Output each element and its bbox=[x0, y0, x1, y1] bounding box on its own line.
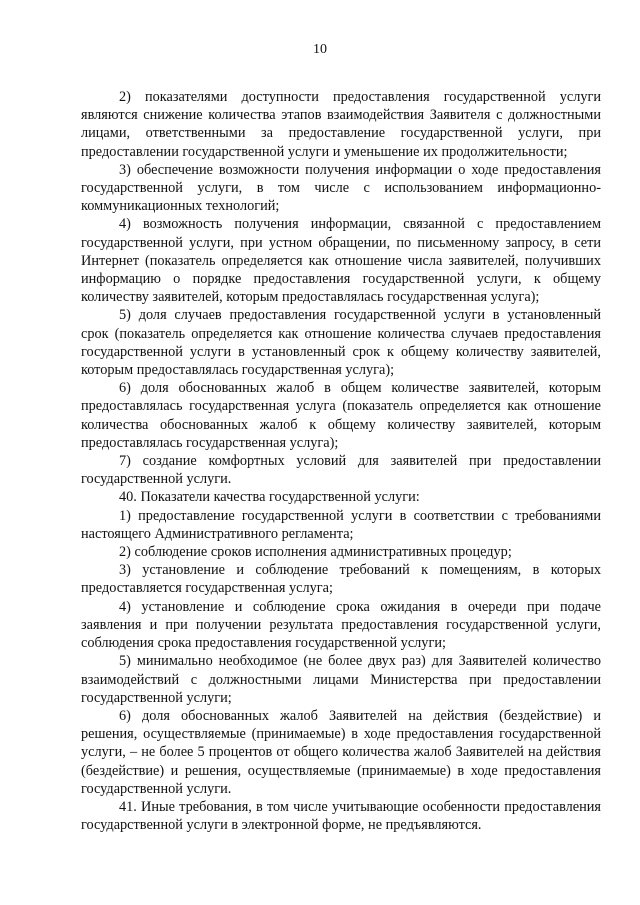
paragraph-accessibility-4: 4) возможность получения информации, связанной с предоставлением государственной услуги, при устном обращении, по письменному запросу, в сети Интернет (показатель определяется как отношение числа заявителей, получивших информацию о порядке предоставления государственной услуги, к общему количеству заявителей, которым предоставлялась государственная услуга); bbox=[81, 216, 601, 306]
page-number: 10 bbox=[313, 42, 327, 57]
section-40-heading: 40. Показатели качества государственной услуги: bbox=[119, 489, 420, 506]
paragraph-quality-2: 2) соблюдение сроков исполнения административных процедур; bbox=[119, 544, 512, 561]
paragraph-accessibility-3: 3) обеспечение возможности получения информации о ходе предоставления государственной услуги, в том числе с использованием информационно-коммуникационных технологий; bbox=[81, 161, 601, 215]
paragraph-quality-4: 4) установление и соблюдение срока ожидания в очереди при подаче заявления и при получении результата предоставления государственной услуги, соблюдения срока предоставления государственной услуги; bbox=[81, 598, 601, 652]
paragraph-quality-5: 5) минимально необходимое (не более двух раз) для Заявителей количество взаимодействий с должностными лицами Министерства при предоставлении государственной услуги; bbox=[81, 653, 601, 706]
paragraph-accessibility-2: 2) показателями доступности предоставления государственной услуги являются снижение количества этапов взаимодействия Заявителя с должностными лицами, ответственными за предоставление государственной услуги, при предоставлении государственной услуги и уменьшение их продолжительности; bbox=[81, 89, 601, 160]
paragraph-quality-6: 6) доля обоснованных жалоб Заявителей на действия (бездействие) и решения, осуществляемые (принимаемые) в ходе предоставления государственной услуги, – не более 5 процентов от общего количества жалоб Заявителей на действия (бездействие) и решения, осуществляемые (принимаемые) в ходе предоставления государственной услуги. bbox=[81, 707, 601, 797]
paragraph-accessibility-5: 5) доля случаев предоставления государственной услуги в установленный срок (показатель определяется как отношение количества случаев предоставления государственной услуги в установленный срок к общему количеству заявителей, которым предоставлялась государственная услуга); bbox=[81, 307, 601, 379]
document-body bbox=[81, 88, 601, 834]
paragraph-accessibility-7: 7) создание комфортных условий для заявителей при предоставлении государственной услуги. bbox=[81, 453, 601, 488]
paragraph-quality-1: 1) предоставление государственной услуги в соответствии с требованиями настоящего Административного регламента; bbox=[81, 507, 601, 542]
paragraph-quality-3: 3) установление и соблюдение требований к помещениям, в которых предоставляется государственная услуга; bbox=[81, 562, 601, 597]
paragraph-accessibility-6: 6) доля обоснованных жалоб в общем количестве заявителей, которым предоставлялась государственная услуга (показатель определяется как отношение количества обоснованных жалоб к общему количеству заявителей, которым предоставлялась государственная услуга); bbox=[81, 380, 601, 451]
section-41-paragraph: 41. Иные требования, в том числе учитывающие особенности предоставления государственной услуги в электронной форме, не предъявляются. bbox=[81, 798, 601, 834]
